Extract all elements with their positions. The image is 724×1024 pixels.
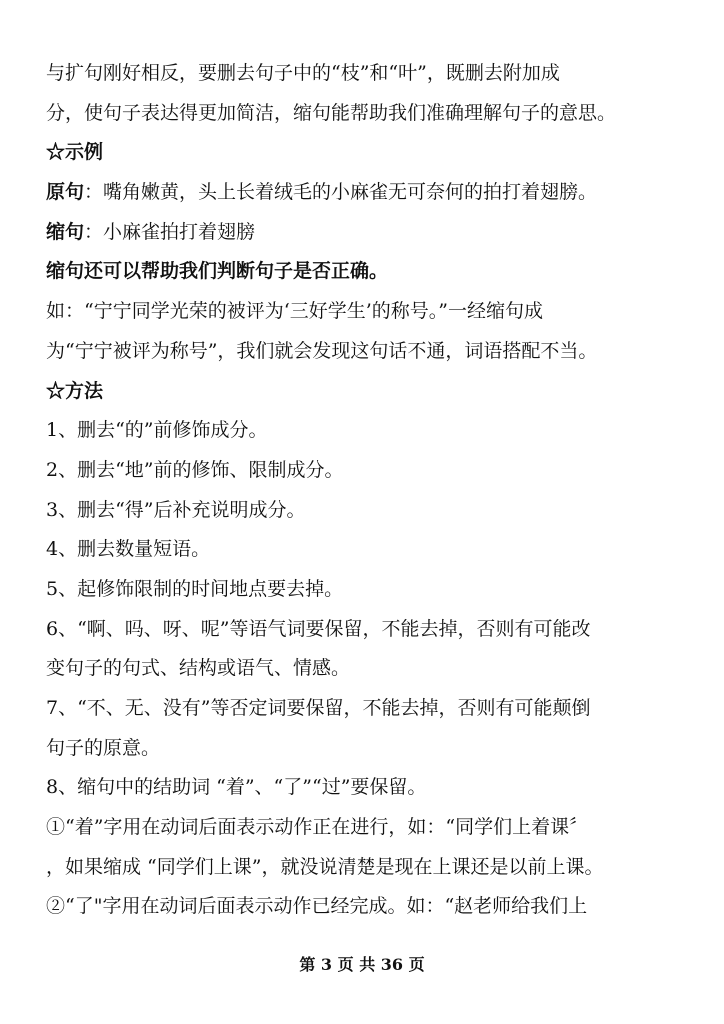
method-item: 6、“啊、吗、呀、呢”等语气词要保留，不能去掉，否则有可能改 [46,617,591,640]
paragraph-line: 分，使句子表达得更加简洁，缩句能帮助我们准确理解句子的意思。 [46,101,617,124]
method-item-continuation: 句子的原意。 [46,736,161,759]
method-item: 7、“不、无、没有”等否定词要保留，不能去掉，否则有可能颠倒 [46,697,591,719]
sub-item-continuation: ，如果缩成 “同学们上课”，就没说清楚是现在上课还是以前上课。 [46,855,604,878]
method-item: 2、删去“地”前的修饰、限制成分。 [46,458,344,481]
method-item: 4、删去数量短语。 [46,538,211,561]
page-number-footer: 第 3 页 共 36 页 [299,955,425,974]
condensed-sentence-text: ：小麻雀拍打着翅膀 [84,220,256,243]
method-item: 8、缩句中的结助词 “着”、“了”“过”要保留。 [46,776,427,799]
method-item: 5、起修饰限制的时间地点要去掉。 [46,577,344,600]
method-item-continuation: 变句子的句式、结构或语气、情感。 [46,657,351,680]
sub-item: ②“了"字用在动词后面表示动作已经完成。如：“赵老师给我们上 [46,895,588,918]
paragraph-line: 为“宁宁被评为称号”，我们就会发现这句话不通，词语搭配不当。 [46,339,598,362]
bold-statement: 缩句还可以帮助我们判断句子是否正确。 [46,260,389,283]
document-page [46,54,686,927]
condensed-sentence-line [46,213,686,253]
method-item: 3、删去“得”后补充说明成分。 [46,498,306,521]
method-item: 1、删去“的”前修饰成分。 [46,419,268,442]
paragraph-line: 与扩句刚好相反，要删去句子中的“枝”和“叶”，既删去附加成 [46,62,560,84]
sub-item: ①“着”字用在动词后面表示动作正在进行，如：“同学们上着课〞 [46,816,589,839]
section-heading-method: ☆方法 [46,379,104,402]
original-sentence-label: 原句 [46,181,85,204]
original-sentence-line [46,173,686,213]
section-heading-example: ☆示例 [46,141,104,164]
paragraph-line: 如：“宁宁同学光荣的被评为‘三好学生’的称号。”一经缩句成 [46,300,544,323]
condensed-sentence-label: 缩句 [46,220,85,243]
original-sentence-text: ：嘴角嫩黄，头上长着绒毛的小麻雀无可奈何的拍打着翅膀。 [84,181,598,204]
